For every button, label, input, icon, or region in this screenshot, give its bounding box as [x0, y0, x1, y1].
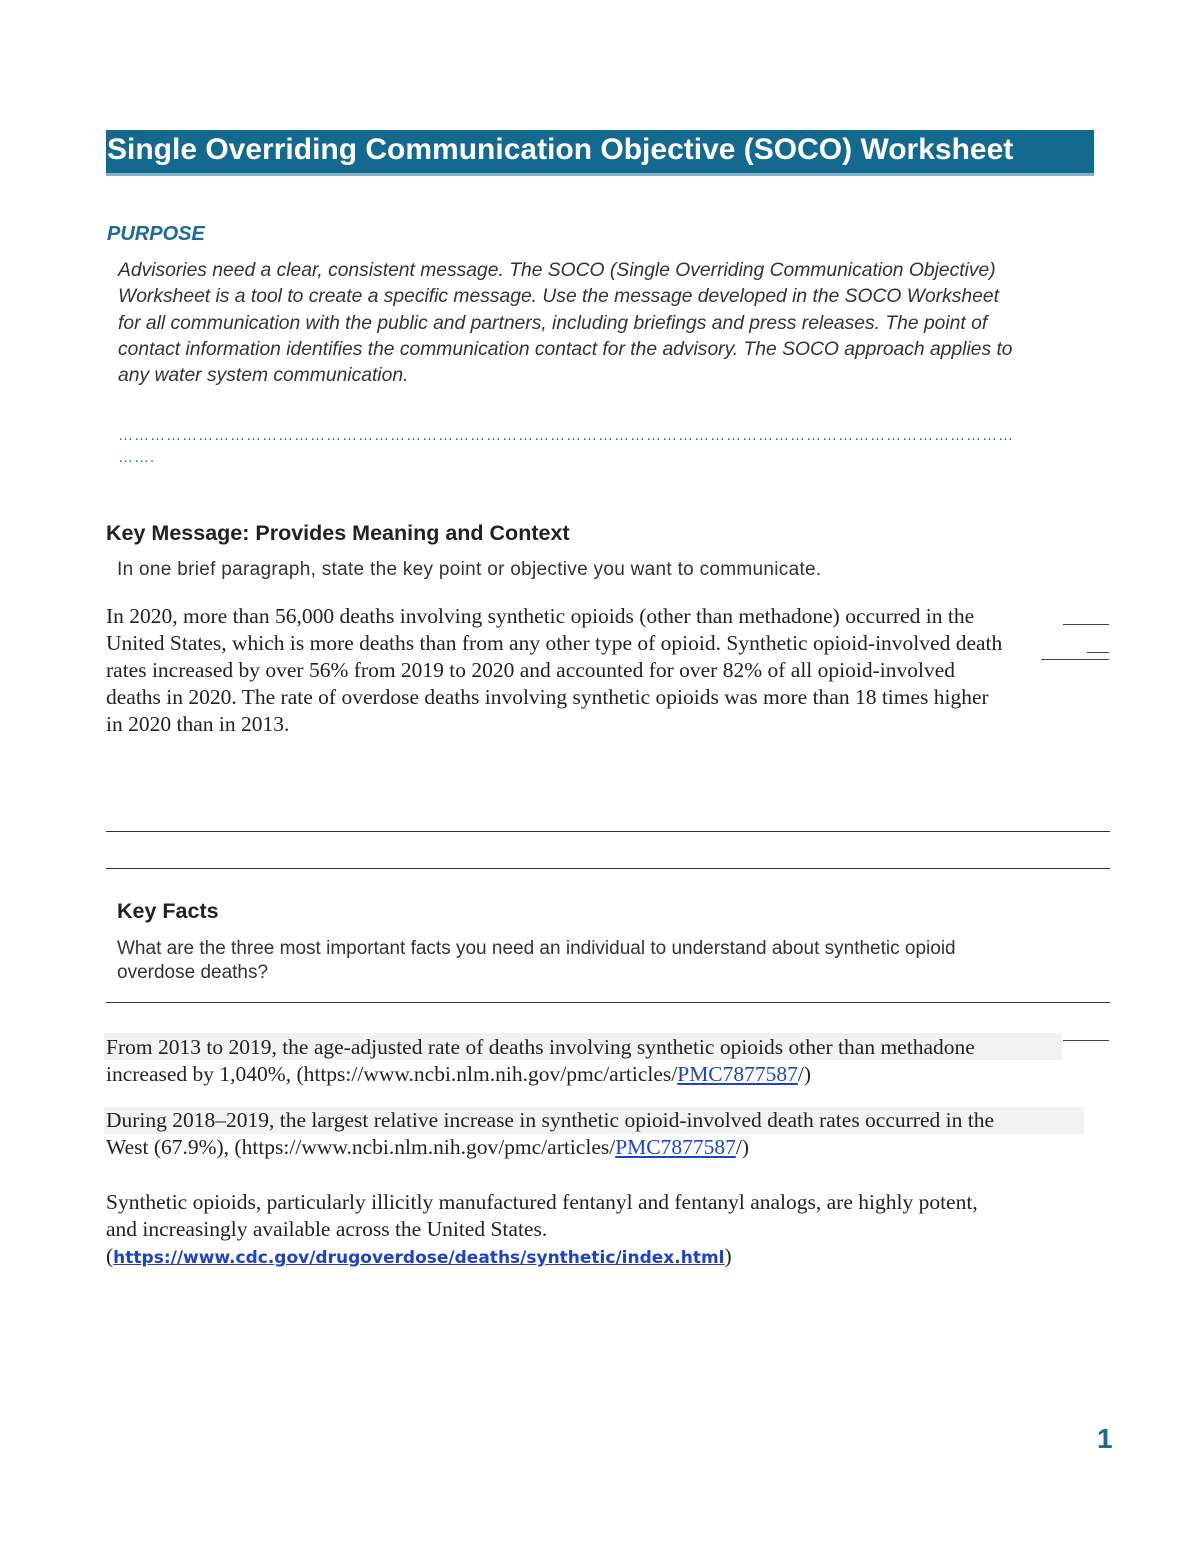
purpose-line: Advisories need a clear, consistent message. The SOCO (Single Overriding Communication Objective): [118, 260, 996, 281]
page-title: Single Overriding Communication Objective (SOCO) Worksheet: [107, 133, 1014, 166]
key-message-heading: Key Message: Provides Meaning and Context: [106, 521, 570, 545]
fill-line: [1063, 624, 1109, 625]
dotted-separator-end: …….: [118, 449, 156, 466]
key-message-line: In 2020, more than 56,000 deaths involving synthetic opioids (other than methadone) occurred in the: [106, 604, 975, 628]
fact-2-source-prefix: West (67.9%), (https://www.ncbi.nlm.nih.gov/pmc/articles/: [106, 1135, 616, 1159]
purpose-line: any water system communication.: [118, 365, 409, 387]
fact-2[interactable]: [106, 1107, 994, 1161]
fact-2-line: During 2018–2019, the largest relative increase in synthetic opioid-involved death rates occurred in the: [106, 1108, 994, 1132]
fact-3-line: Synthetic opioids, particularly illicitly manufactured fentanyl and fentanyl analogs, are highly potent,: [106, 1190, 978, 1214]
fact-1-line: [106, 1061, 975, 1088]
key-facts-instruction: [117, 937, 1097, 985]
fact-2-source-suffix: /): [735, 1135, 750, 1159]
section-rule: [106, 1002, 1110, 1003]
fact-3-line: and increasingly available across the United States.: [106, 1217, 548, 1241]
purpose-line: for all communication with the public and partners, including briefings and press releases. The point of: [118, 312, 988, 334]
key-message-line: in 2020 than in 2013.: [106, 712, 290, 736]
fact-1-source-prefix: increased by 1,040%, (https://www.ncbi.nlm.nih.gov/pmc/articles/: [106, 1062, 678, 1086]
fill-line: [1063, 1040, 1109, 1041]
fact-2-line: [106, 1134, 994, 1161]
answer-line: [106, 831, 1110, 832]
fill-line: [1041, 659, 1109, 660]
pmc-link[interactable]: PMC7877587: [615, 1135, 736, 1159]
purpose-label: PURPOSE: [107, 223, 205, 245]
key-facts-instruction-line: overdose deaths?: [117, 962, 269, 983]
fact-1-source-suffix: /): [797, 1062, 812, 1086]
cdc-link[interactable]: https://www.cdc.gov/drugoverdose/deaths/synthetic/index.html: [113, 1248, 725, 1268]
open-paren: (: [106, 1244, 114, 1268]
key-message-line: deaths in 2020. The rate of overdose deaths involving synthetic opioids was more than 18 times higher: [106, 685, 989, 709]
key-message-line: United States, which is more deaths than from any other type of opioid. Synthetic opioid-involved death: [106, 631, 1003, 655]
purpose-text: [118, 258, 1098, 389]
close-paren: ): [724, 1244, 732, 1268]
dotted-separator: ……………………………………………………………………………………………………………………………………………………: [118, 427, 1014, 444]
key-message-instruction: In one brief paragraph, state the key point or objective you want to communicate.: [117, 559, 822, 580]
page-number: 1: [1097, 1423, 1113, 1454]
key-message-line: rates increased by over 56% from 2019 to 2020 and accounted for over 82% of all opioid-involved: [106, 658, 955, 682]
key-facts-heading: Key Facts: [117, 899, 219, 923]
fact-3[interactable]: [106, 1189, 978, 1272]
fill-line: [1087, 652, 1109, 653]
key-facts-instruction-line: What are the three most important facts you need an individual to understand about synthetic opioid: [117, 938, 956, 959]
pmc-link[interactable]: PMC7877587: [677, 1062, 798, 1086]
fact-3-source: [106, 1243, 978, 1272]
fact-1[interactable]: [106, 1034, 975, 1088]
key-message-text[interactable]: [106, 603, 1096, 738]
purpose-line: contact information identifies the communication contact for the advisory. The SOCO approach applies to: [118, 338, 1013, 360]
answer-line: [106, 868, 1110, 869]
fact-1-line: From 2013 to 2019, the age-adjusted rate of deaths involving synthetic opioids other than methadone: [106, 1035, 975, 1059]
purpose-line: Worksheet is a tool to create a specific message. Use the message developed in the SOCO Worksheet: [118, 286, 999, 308]
